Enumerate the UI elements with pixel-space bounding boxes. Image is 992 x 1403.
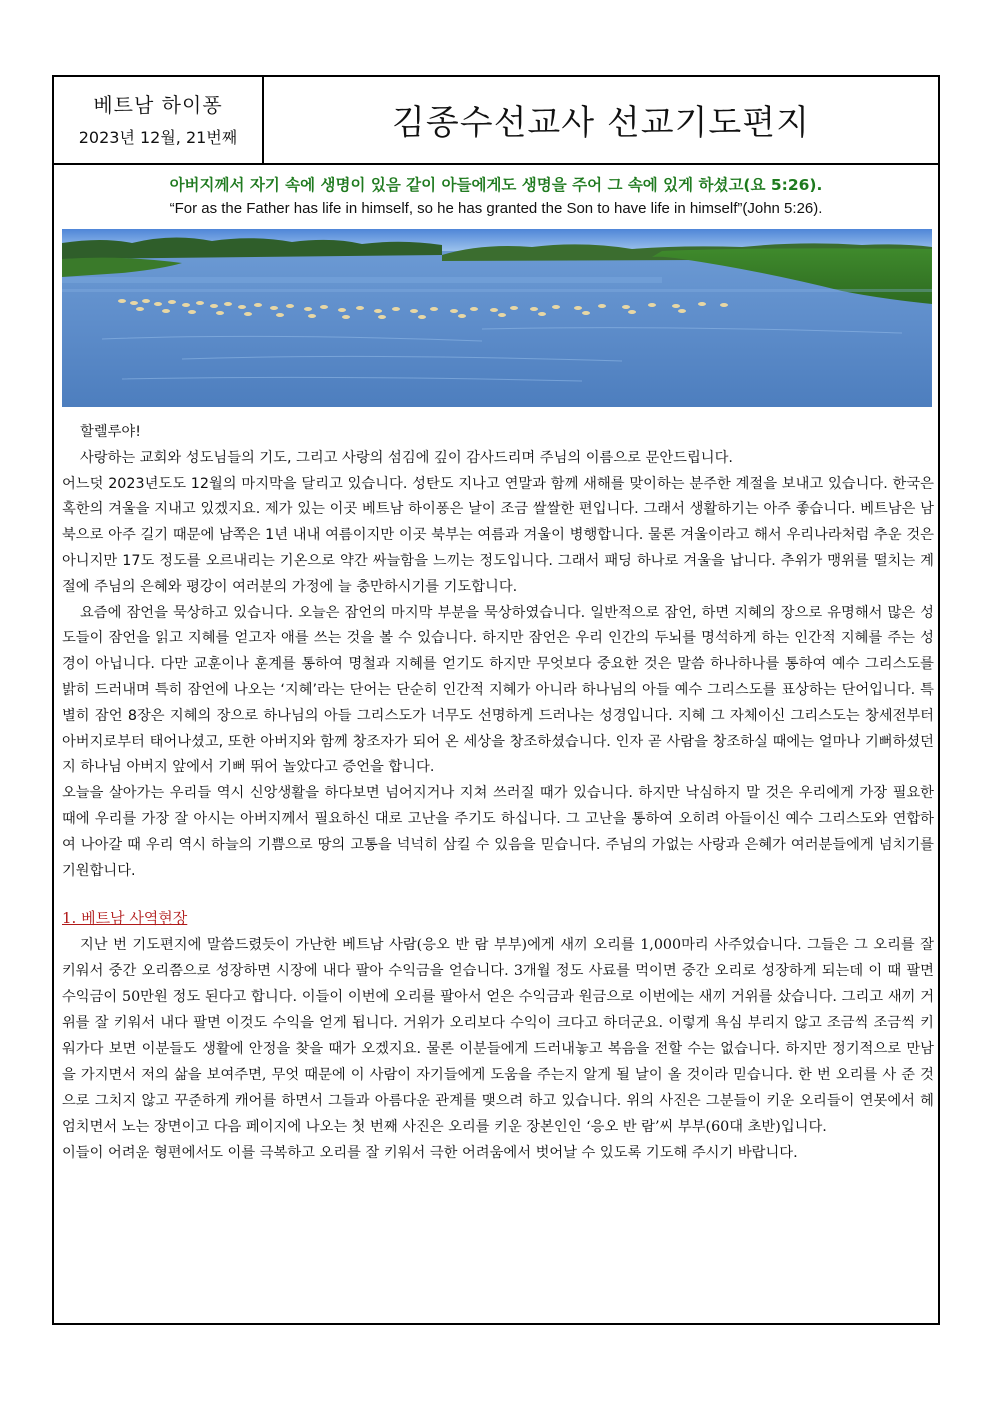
photo-ducks-on-pond [62, 229, 932, 407]
letter-paragraph: 요즘에 잠언을 묵상하고 있습니다. 오늘은 잠언의 마지막 부분을 묵상하였습니다. 일반적으로 잠언, 하면 지혜의 장으로 유명해서 많은 성도들이 잠언을 읽고 지혜를 얻고자 애를 쓰는 것을 볼 수 있습니다. 하지만 잠언은 우리 인간의 두뇌를 명석하게 하는 인간적 지혜를 주는 성경이 아닙니다. 다만 교훈이나 훈계를 통하여 명철과 지혜를 얻기도 하지만 무엇보다 중요한 것은 말씀 하나하나를 통하여 예수 그리스도를 밝히 드러내며 특히 잠언에 나오는 ‘지혜’라는 단어는 단순히 인간적 지혜가 아니라 하나님의 아들 예수 그리스도를 표상하는 단어입니다. 특별히 잠언 8장은 지혜의 장으로 하나님의 아들 그리스도가 너무도 선명하게 드러나는 성경입니다. 지혜 그 자체이신 그리스도는 창세전부터 아버지로부터 태어나셨고, 또한 아버지와 함께 창조자가 되어 온 세상을 창조하셨습니다. 인자 곧 사람을 창조하실 때에는 얼마나 기뻐하셨던지 하나님 아버지 앞에서 기뻐 뛰어 놀았다고 증언을 합니다. [62, 604, 934, 776]
ministry-paragraph: 이들이 어려운 형편에서도 이를 극복하고 오리를 잘 키워서 극한 어려움에서 벗어날 수 있도록 기도해 주시기 바랍니다. [62, 1145, 798, 1162]
letter-paragraph: 오늘을 살아가는 우리들 역시 신앙생활을 하다보면 넘어지거나 지쳐 쓰러질 때가 있습니다. 하지만 낙심하지 말 것은 우리에게 가장 필요한 때에 우리를 가장 잘 아시는 아버지께서 필요하신 대로 고난을 주기도 하십니다. 그 고난을 통하여 오히려 아들이신 예수 그리스도와 연합하여 나아갈 때 우리 역시 하늘의 기쁨으로 땅의 고통을 넉넉히 삼킬 수 있음을 믿습니다. 주님의 가없는 사랑과 은혜가 여러분들에게 넘치기를 기원합니다. [62, 785, 934, 879]
bible-verse-english: “For as the Father has life in himself, so he has granted the Son to have life in himself”(John 5:26). [169, 200, 823, 217]
location-label: 베트남 하이퐁 [93, 93, 223, 117]
header-info-box [54, 77, 264, 163]
section-spacer [62, 884, 934, 906]
greeting: 할렐루야! [80, 424, 141, 440]
ministry-paragraph: 지난 번 기도편지에 말씀드렸듯이 가난한 베트남 사람(응오 반 람 부부)에게 새끼 오리를 1,000마리 사주었습니다. 그들은 그 오리를 잘 키워서 중간 오리쯤으로 성장하면 시장에 내다 팔아 수익금을 얻습니다. 3개월 정도 사료를 먹이면 중간 오리로 성장하게 되는데 이 때 팔면 수익금이 50만원 정도 된다고 합니다. 이들이 이번에 오리를 팔아서 얻은 수익금과 원금으로 이번에는 새끼 거위를 샀습니다. 그리고 새끼 거위를 잘 키워서 내다 팔면 이것도 수익을 얻게 됩니다. 거위가 오리보다 수익이 크다고 하더군요. 이렇게 욕심 부리지 않고 조금씩 조금씩 키워가다 보면 이분들도 생활에 안정을 찾을 때가 오겠지요. 물론 이분들에게 드러내놓고 복음을 전할 수는 없습니다. 하지만 정기적으로 만남을 가지면서 저의 삶을 보여주면, 무엇 때문에 이 사람이 자기들에게 도움을 주는지 알게 될 날이 올 것이라 믿습니다. 한 번 오리를 사 준 것으로 그치지 않고 꾸준하게 캐어를 하면서 그들과 아름다운 관계를 맺으려 하고 있습니다. 위의 사진은 그분들이 키운 오리들이 연못에서 헤엄치면서 노는 장면이고 다음 페이지에 나오는 첫 번째 사진은 오리를 키운 장본인인 ‘응오 반 람’씨 부부(60대 초반)입니다. [62, 937, 934, 1136]
letter-body [62, 420, 934, 1166]
letter-title: 김종수선교사 선교기도편지 [392, 103, 810, 143]
letter-paragraph: 사랑하는 교회와 성도님들의 기도, 그리고 사랑의 섬김에 깊이 감사드리며 주님의 이름으로 문안드립니다. [80, 449, 733, 466]
section-heading-vietnam-ministry: 1. 베트남 사역현장 [62, 909, 188, 928]
letter-header [54, 77, 938, 165]
letter-frame [52, 75, 940, 1325]
letter-paragraph: 어느덧 2023년도도 12월의 마지막을 달리고 있습니다. 성탄도 지나고 연말과 함께 새해를 맞이하는 분주한 계절을 보내고 있습니다. 한국은 혹한의 겨울을 지내고 있겠지요. 제가 있는 이곳 베트남 하이퐁은 날이 조금 쌀쌀한 편입니다. 그래서 생활하기는 아주 좋습니다. 베트남은 남북으로 아주 길기 때문에 남쪽은 1년 내내 여름이지만 이곳 북부는 여름과 겨울이 병행합니다. 물론 겨울이라고 해서 우리나라처럼 추운 것은 아니지만 17도 정도를 오르내리는 기온으로 약간 싸늘함을 느끼는 정도입니다. 그래서 패딩 하나로 겨울을 납니다. 추위가 맹위를 떨치는 계절에 주님의 은혜와 평강이 여러분의 가정에 늘 충만하시기를 기도합니다. [62, 475, 934, 595]
issue-date: 2023년 12월, 21번째 [78, 128, 238, 147]
duck-pond-photo [62, 229, 932, 407]
bible-verse-korean: 아버지께서 자기 속에 생명이 있음 같이 아들에게도 생명을 주어 그 속에 있게 하셨고(요 5:26). [169, 176, 823, 194]
